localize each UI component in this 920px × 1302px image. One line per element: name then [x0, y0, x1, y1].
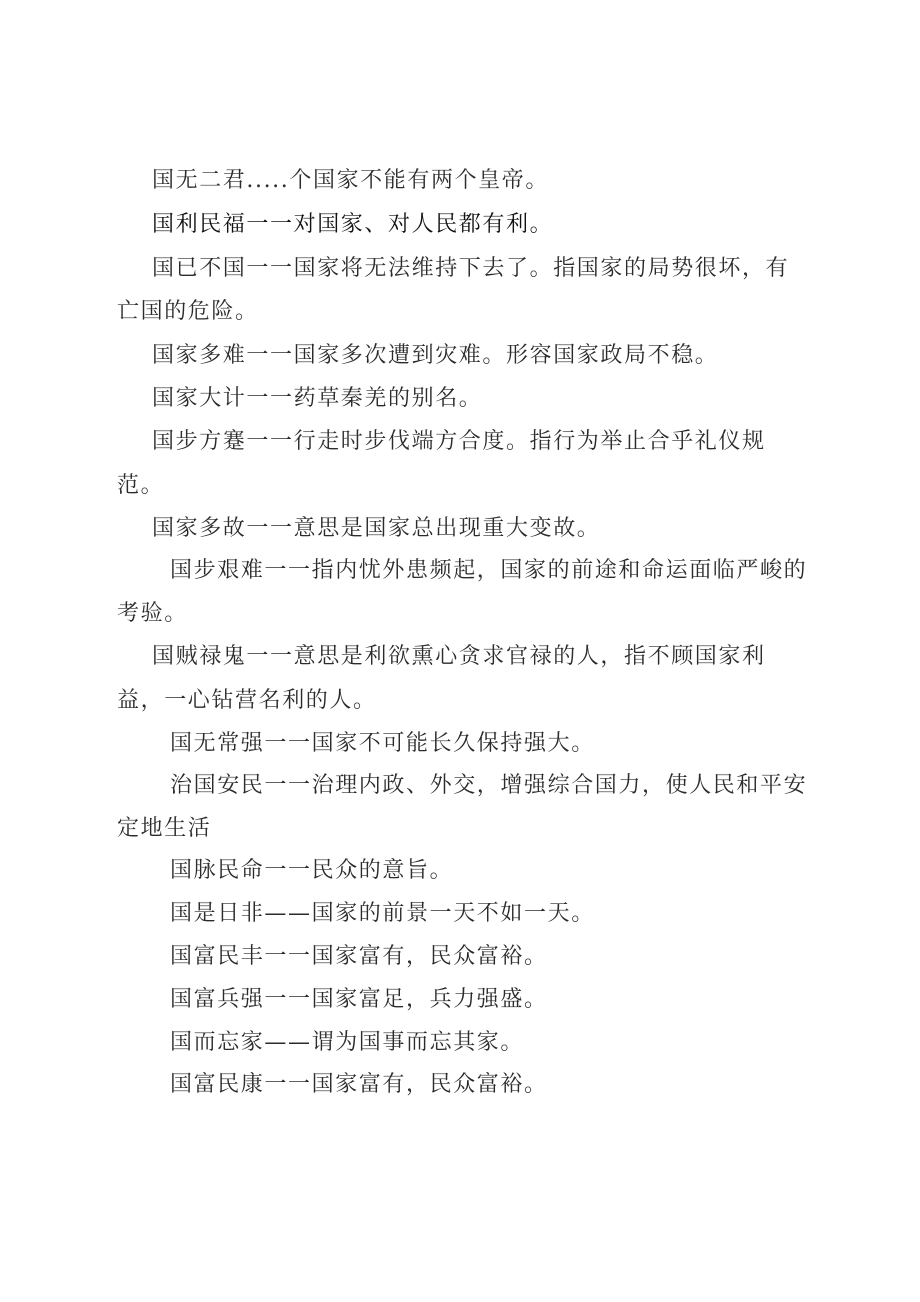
text-line: 国家多故一一意思是国家总出现重大变故。	[152, 516, 601, 541]
text-line: 治国安民一一治理内政、外交，增强综合国力，使人民和平安	[170, 773, 808, 798]
text-line: 国而忘家——谓为国事而忘其家。	[170, 1030, 525, 1055]
text-line: 国富民康一一国家富有，民众富裕。	[170, 1072, 548, 1097]
text-line: 国已不国一一国家将无法维持下去了。指国家的局势很坏，有	[152, 256, 790, 281]
text-line: 国利民福一一对国家、对人民都有利。	[152, 212, 554, 237]
text-line: 亡国的危险。	[117, 299, 259, 324]
text-line: 考验。	[117, 601, 188, 626]
text-line: 国步艰难一一指内忧外患频起，国家的前途和命运面临严峻的	[170, 558, 808, 583]
text-line: 国步方蹇一一行走时步伐端方合度。指行为举止合乎礼仪规	[152, 429, 766, 454]
text-line: 定地生活	[117, 816, 212, 841]
text-line: 国无常强一一国家不可能长久保持强大。	[170, 731, 595, 756]
text-line: 国家大计一一药草秦羌的别名。	[152, 386, 483, 411]
text-line: 国家多难一一国家多次遭到灾难。形容国家政局不稳。	[152, 343, 719, 368]
text-line: 国无二君.....个国家不能有两个皇帝。	[152, 168, 549, 193]
text-line: 国贼禄鬼一一意思是利欲熏心贪求官禄的人，指不顾国家利	[152, 644, 766, 669]
text-line: 国富兵强一一国家富足，兵力强盛。	[170, 987, 548, 1012]
text-line: 国富民丰一一国家富有，民众富裕。	[170, 944, 548, 969]
text-line: 国是日非——国家的前景一天不如一天。	[170, 901, 595, 926]
text-line: 益，一心钻营名利的人。	[117, 688, 377, 713]
text-line: 国脉民命一一民众的意旨。	[170, 858, 454, 883]
text-line: 范。	[117, 473, 165, 498]
